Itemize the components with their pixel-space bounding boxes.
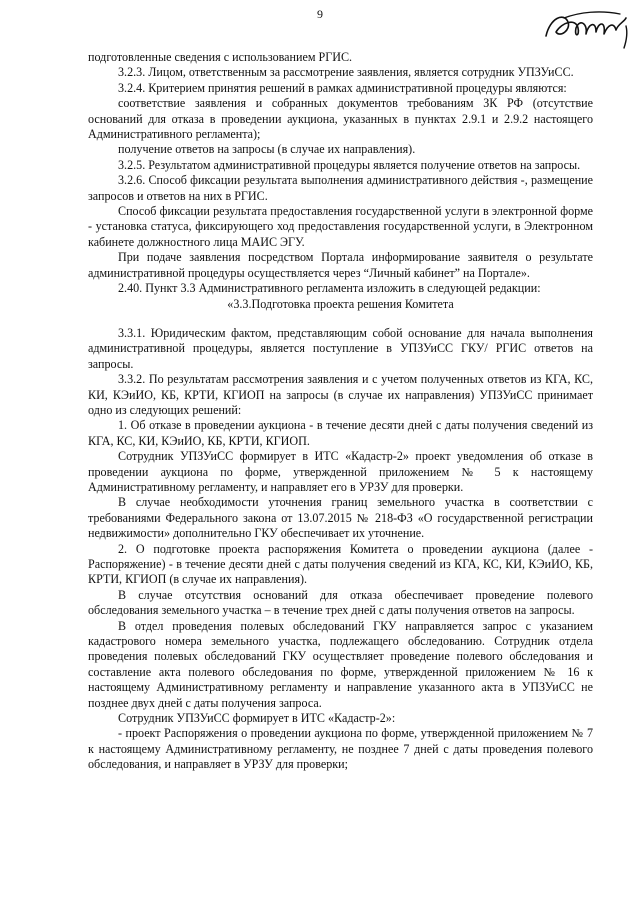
paragraph: 3.2.4. Критерием принятия решений в рамках административной процедуры являются: <box>118 80 567 95</box>
paragraph: 2.40. Пункт 3.3 Административного регламента изложить в следующей редакции: <box>118 281 541 296</box>
paragraph: 3.2.5. Результатом административной процедуры является получение ответов на запросы. <box>118 157 581 172</box>
paragraph: Сотрудник УПЗУиСС формирует в ИТС «Кадастр-2» проект уведомления об отказе в проведении аукциона по форме, утвержденной приложением № 5 к настоящему Административному регламенту, и направляет его в УРЗУ для проверки. <box>88 449 593 494</box>
paragraph: соответствие заявления и собранных документов требованиям ЗК РФ (отсутствие оснований для отказа в проведении аукциона, указанных в пунктах 2.9.1 и 2.9.2 настоящего Административного регламента); <box>88 96 593 142</box>
paragraph: 1. Об отказе в проведении аукциона - в течение десяти дней с даты получения сведений из КГА, КС, КИ, КЭиИО, КБ, КРТИ, КГИОП. <box>88 418 593 448</box>
page-number: 9 <box>317 7 323 21</box>
paragraph: В случае необходимости уточнения границ земельного участка в соответствии с требованиями Федерального закона от 13.07.2015 № 218-ФЗ «О государственной регистрации недвижимости» дополнительно ГКУ обеспечивает их уточнение. <box>88 495 593 541</box>
paragraph: - проект Распоряжения о проведении аукциона по форме, утвержденной приложением № 7 к настоящему Административному регламенту, не позднее 7 дней с даты проведения полевого обследования, и направляет в УРЗУ для проверки; <box>88 726 593 772</box>
section-heading: «3.3.Подготовка проекта решения Комитета <box>227 296 454 311</box>
document-body <box>88 50 593 773</box>
paragraph: Способ фиксации результата предоставления государственной услуги в электронной форме - установка статуса, фиксирующего ход предоставления государственной услуги, в Электронном кабинете должностного лица МАИС ЭГУ. <box>88 204 593 249</box>
paragraph: 3.2.6. Способ фиксации результата выполнения административного действия -, размещение запросов и ответов на них в РГИС. <box>88 173 593 203</box>
paragraph: получение ответов на запросы (в случае их направления). <box>118 142 416 157</box>
paragraph: 3.3.1. Юридическим фактом, представляющим собой основание для начала выполнения административной процедуры, является поступление в УПЗУиСС ГКУ/ РГИС ответов на запросы. <box>88 325 593 371</box>
paragraph: В случае отсутствия оснований для отказа обеспечивает проведение полевого обследования земельного участка – в течение трех дней с даты получения ответов на запросы. <box>88 587 593 618</box>
paragraph: 3.2.3. Лицом, ответственным за рассмотрение заявления, является сотрудник УПЗУиСС. <box>118 65 574 80</box>
paragraph: 2. О подготовке проекта распоряжения Комитета о проведении аукциона (далее - Распоряжение) - в течение десяти дней с даты получения сведений из КГА, КС, КИ, КЭиИО, КБ, КРТИ, КГИОП (в случае их направления). <box>88 541 593 587</box>
paragraph: При подаче заявления посредством Портала информирование заявителя о результате административной процедуры осуществляется через “Личный кабинет” на Портале». <box>88 250 593 280</box>
paragraph: 3.3.2. По результатам рассмотрения заявления и с учетом полученных ответов из КГА, КС, КИ, КЭиИО, КБ, КРТИ, КГИОП на запросы (в случае их направления) УПЗУиСС принимает одно из следующих решений: <box>88 372 593 417</box>
paragraph: Сотрудник УПЗУиСС формирует в ИТС «Кадастр-2»: <box>118 711 396 726</box>
paragraph: В отдел проведения полевых обследований ГКУ направляется запрос с указанием кадастрового номера земельного участка, подлежащего обследованию. Сотрудник отдела проведения полевых обследований ГКУ осуществляет проведение полевого обследования и составление акта полевого обследования по форме, утвержденной приложением № 16 к настоящему Административному регламенту и направление указанного акта в УПЗУиСС не позднее двух дней с даты получения запроса. <box>88 618 593 710</box>
handwritten-signature-icon <box>540 4 635 54</box>
paragraph: подготовленные сведения с использованием РГИС. <box>88 50 353 64</box>
